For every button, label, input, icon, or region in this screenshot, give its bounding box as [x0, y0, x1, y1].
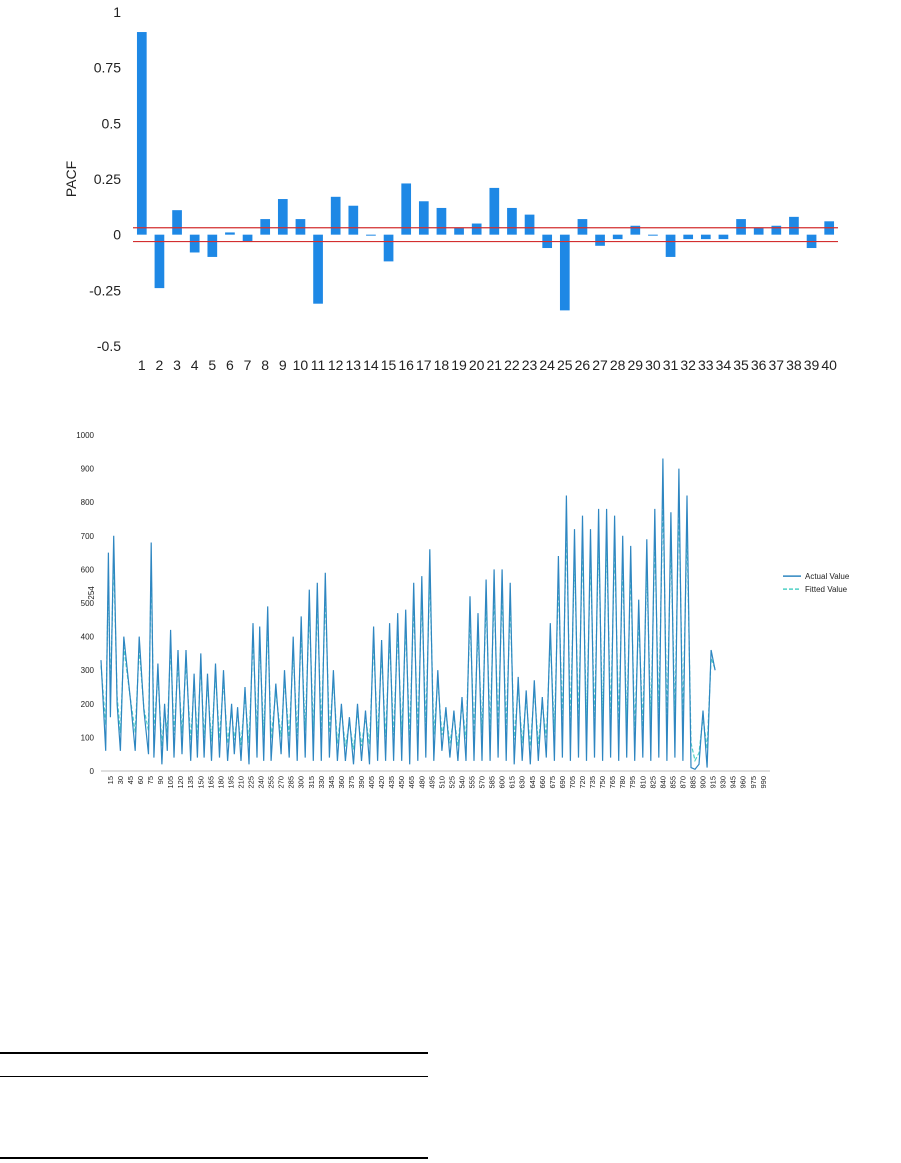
bar	[648, 235, 658, 236]
x-tick-label: 780	[618, 776, 628, 789]
bar	[137, 32, 147, 235]
bar	[348, 206, 358, 235]
x-tick-label: 8	[261, 357, 270, 373]
x-tick-label: 210	[236, 776, 246, 789]
y-tick-label: 0.75	[93, 59, 121, 76]
bar	[454, 228, 464, 235]
x-tick-label: 810	[638, 776, 648, 789]
x-tick-label: 660	[537, 776, 547, 789]
bar	[754, 228, 764, 235]
y-tick-label: -0.5	[96, 338, 121, 354]
actual-fitted-line-chart	[0, 420, 901, 800]
x-tick-label: 135	[186, 776, 196, 789]
bar	[366, 235, 376, 236]
x-tick-label: 540	[457, 776, 467, 789]
x-tick-label: 120	[176, 776, 186, 789]
x-tick-label: 75	[146, 776, 156, 785]
legend-label-actual: Actual Value	[805, 572, 850, 582]
y-tick-label: 300	[80, 666, 94, 676]
y-axis-label: 254	[87, 586, 96, 600]
x-tick-label: 480	[417, 776, 427, 789]
x-tick-label: 18	[433, 357, 450, 373]
x-tick-label: 465	[407, 776, 417, 789]
bar	[225, 232, 235, 234]
bar	[155, 235, 165, 288]
x-tick-label: 375	[346, 776, 356, 789]
x-tick-label: 7	[243, 357, 252, 373]
x-tick-label: 600	[497, 776, 507, 789]
y-tick-label: 800	[80, 498, 94, 508]
x-tick-label: 26	[574, 357, 591, 373]
x-tick-label: 23	[521, 357, 538, 373]
x-tick-label: 225	[246, 776, 256, 789]
bar	[331, 197, 341, 235]
x-tick-label: 36	[750, 357, 767, 373]
x-tick-label: 525	[447, 776, 457, 789]
y-tick-label: 400	[80, 632, 94, 642]
x-tick-label: 975	[748, 776, 758, 789]
x-tick-label: 9	[278, 357, 287, 373]
x-tick-label: 40	[821, 357, 837, 373]
x-tick-label: 13	[345, 357, 362, 373]
x-tick-label: 90	[156, 776, 166, 785]
y-tick-label: 0.25	[93, 171, 121, 187]
x-tick-label: 39	[803, 357, 820, 373]
x-tick-label: 630	[517, 776, 527, 789]
x-tick-label: 60	[136, 776, 146, 785]
y-tick-label: 0.5	[101, 115, 121, 132]
x-tick-label: 30	[115, 776, 125, 785]
x-tick-label: 180	[216, 776, 226, 789]
x-tick-label: 12	[327, 357, 344, 373]
bar	[595, 235, 605, 246]
y-tick-label: 1	[113, 4, 121, 20]
table-header-rule	[0, 1076, 428, 1077]
x-tick-label: 33	[698, 357, 714, 373]
table-top-rule	[0, 1052, 428, 1054]
x-tick-label: 22	[504, 357, 520, 373]
y-axis-label: PACF	[63, 160, 79, 198]
bar	[578, 219, 588, 235]
x-tick-label: 21	[486, 357, 503, 373]
x-tick-label: 405	[367, 776, 377, 789]
legend-label-fitted: Fitted Value	[805, 585, 848, 595]
x-tick-label: 240	[256, 776, 266, 789]
y-tick-label: 500	[80, 599, 94, 608]
bar	[260, 219, 270, 235]
x-tick-label: 705	[567, 776, 577, 789]
bar	[701, 235, 711, 239]
x-tick-label: 25	[557, 357, 573, 373]
x-tick-label: 1	[137, 357, 146, 373]
x-tick-label: 19	[451, 357, 467, 373]
x-tick-label: 435	[387, 776, 397, 789]
bar	[789, 217, 799, 235]
x-tick-label: 195	[226, 776, 236, 789]
x-tick-label: 300	[296, 776, 306, 789]
x-tick-label: 885	[688, 776, 698, 789]
x-tick-label: 10	[292, 357, 309, 373]
x-tick-label: 585	[487, 776, 497, 789]
x-tick-label: 750	[598, 776, 608, 789]
x-tick-label: 34	[715, 357, 732, 373]
x-tick-label: 16	[398, 357, 414, 373]
bar	[507, 208, 517, 235]
bar	[401, 183, 411, 234]
x-tick-label: 420	[377, 776, 387, 789]
bar	[771, 226, 781, 235]
bar	[525, 215, 535, 235]
y-tick-label: -0.25	[89, 282, 121, 299]
x-tick-label: 570	[477, 776, 487, 789]
x-tick-label: 29	[627, 357, 644, 373]
x-tick-label: 37	[768, 357, 785, 373]
bar	[472, 224, 482, 235]
x-tick-label: 105	[166, 776, 176, 789]
x-tick-label: 24	[539, 357, 555, 373]
bar	[172, 210, 182, 234]
x-tick-label: 735	[588, 776, 598, 789]
x-tick-label: 840	[658, 776, 668, 789]
x-tick-label: 11	[310, 357, 326, 373]
x-tick-label: 150	[196, 776, 206, 789]
x-tick-label: 990	[758, 776, 768, 789]
x-tick-label: 870	[678, 776, 688, 789]
x-tick-label: 315	[306, 776, 316, 789]
x-tick-label: 690	[557, 776, 567, 789]
x-tick-label: 45	[125, 776, 135, 785]
x-tick-label: 165	[206, 776, 216, 789]
x-tick-label: 28	[609, 357, 626, 373]
bar	[736, 219, 746, 235]
x-tick-label: 31	[662, 357, 679, 373]
x-tick-label: 38	[786, 357, 802, 373]
x-tick-label: 330	[316, 776, 326, 789]
y-tick-label: 1000	[76, 431, 94, 440]
y-tick-label: 0	[89, 767, 94, 776]
x-tick-label: 14	[363, 357, 379, 373]
x-tick-label: 15	[105, 776, 115, 785]
bar	[207, 235, 217, 257]
x-tick-label: 15	[380, 357, 397, 373]
x-tick-label: 930	[718, 776, 728, 789]
bar	[437, 208, 447, 235]
x-tick-label: 510	[437, 776, 447, 789]
bar	[190, 235, 200, 253]
y-tick-label: 600	[80, 565, 94, 575]
bar	[560, 235, 570, 311]
bar	[243, 235, 253, 242]
x-tick-label: 3	[173, 357, 181, 373]
x-tick-label: 615	[507, 776, 517, 789]
y-tick-label: 900	[80, 464, 94, 474]
x-tick-label: 915	[708, 776, 718, 789]
x-tick-label: 795	[628, 776, 638, 789]
bar	[278, 199, 288, 235]
y-tick-label: 700	[80, 531, 94, 541]
x-tick-label: 20	[468, 357, 485, 373]
bar	[419, 201, 429, 234]
x-tick-label: 17	[416, 357, 432, 373]
x-tick-label: 450	[397, 776, 407, 789]
actual-value-line	[101, 459, 715, 770]
x-tick-label: 765	[608, 776, 618, 789]
bar	[719, 235, 729, 239]
x-tick-label: 285	[286, 776, 296, 789]
x-tick-label: 825	[648, 776, 658, 789]
x-tick-label: 675	[547, 776, 557, 789]
x-tick-label: 555	[467, 776, 477, 789]
y-tick-label: 0	[113, 226, 121, 243]
bar	[666, 235, 676, 257]
x-tick-label: 345	[326, 776, 336, 789]
x-tick-label: 5	[208, 357, 217, 373]
pacf-chart	[0, 0, 901, 400]
x-tick-label: 720	[577, 776, 587, 789]
x-tick-label: 4	[190, 357, 199, 373]
bar	[384, 235, 394, 262]
bar	[296, 219, 306, 235]
x-tick-label: 645	[527, 776, 537, 789]
y-tick-label: 100	[80, 733, 94, 743]
bar	[683, 235, 693, 239]
table-bottom-rule	[0, 1157, 428, 1159]
bar	[630, 226, 640, 235]
x-tick-label: 255	[266, 776, 276, 789]
x-tick-label: 270	[276, 776, 286, 789]
bar	[613, 235, 623, 239]
x-tick-label: 6	[226, 357, 234, 373]
x-tick-label: 2	[155, 357, 164, 373]
x-tick-label: 27	[592, 357, 608, 373]
bar	[313, 235, 323, 304]
x-tick-label: 35	[733, 357, 749, 373]
x-tick-label: 360	[336, 776, 346, 789]
x-tick-label: 390	[357, 776, 367, 789]
x-tick-label: 900	[698, 776, 708, 789]
x-tick-label: 855	[668, 776, 678, 789]
x-tick-label: 945	[728, 776, 738, 789]
x-tick-label: 32	[680, 357, 696, 373]
x-tick-label: 960	[738, 776, 748, 789]
x-tick-label: 30	[645, 357, 661, 373]
x-tick-label: 495	[427, 776, 437, 789]
y-tick-label: 200	[80, 699, 94, 709]
